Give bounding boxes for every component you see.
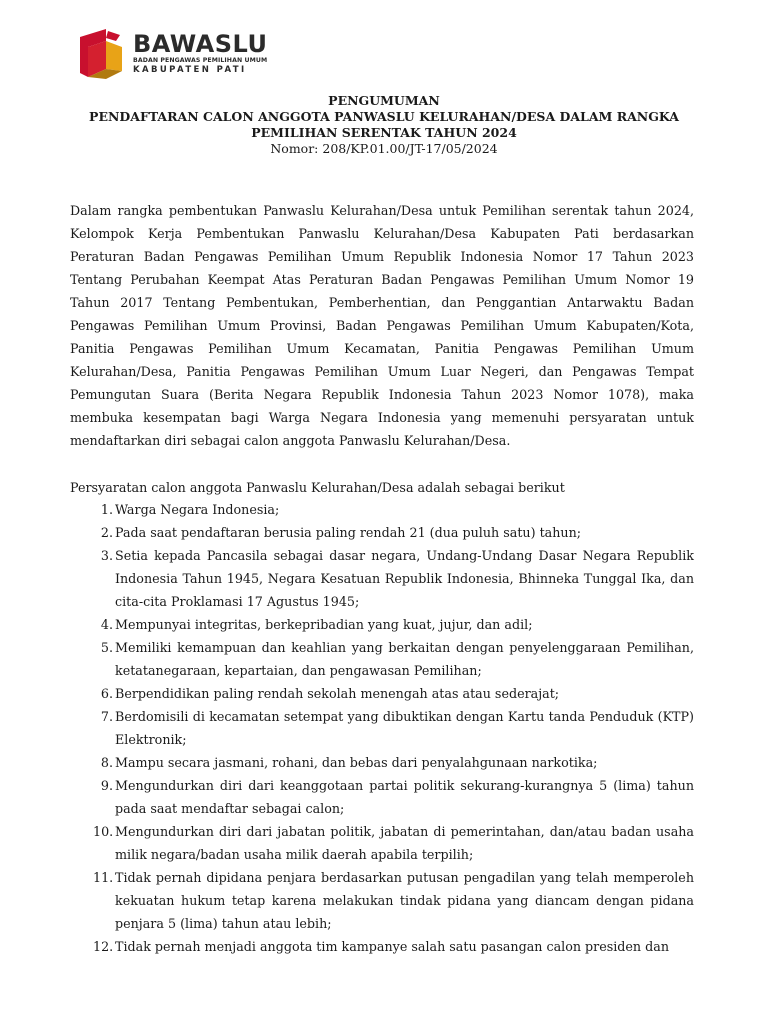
- requirements-list: [70, 498, 694, 958]
- requirement-text-line: Tidak pernah menjadi anggota tim kampanye salah satu pasangan calon presiden dan: [115, 939, 669, 954]
- requirement-text-line: Berpendidikan paling rendah sekolah menengah atas atau sederajat;: [115, 686, 560, 701]
- requirement-text-line: Mengundurkan diri dari keanggotaan partai politik sekurang-kurangnya 5 (lima) tahun: [115, 778, 694, 793]
- intro-paragraph: [70, 199, 694, 452]
- requirement-number: 9.: [100, 778, 113, 793]
- requirement-text-line: Memiliki kemampuan dan keahlian yang berkaitan dengan penyelenggaraan Pemilihan,: [115, 640, 694, 655]
- bawaslu-logo: [76, 27, 267, 79]
- paragraph-line: mendaftarkan diri sebagai calon anggota Panwaslu Kelurahan/Desa.: [70, 433, 511, 448]
- requirement-text-line: Mampu secara jasmani, rohani, dan bebas dari penyalahgunaan narkotika;: [115, 755, 598, 770]
- requirement-number: 12.: [93, 939, 114, 954]
- requirements-intro: Persyaratan calon anggota Panwaslu Kelurahan/Desa adalah sebagai berikut: [70, 480, 565, 495]
- requirement-text-line: Tidak pernah dipidana penjara berdasarkan putusan pengadilan yang telah memperoleh: [115, 870, 694, 885]
- requirement-item: [70, 820, 694, 866]
- requirement-number: 6.: [100, 686, 113, 701]
- bawaslu-emblem-icon: [76, 27, 126, 79]
- announcement-header: [70, 93, 698, 157]
- requirement-text-line: Setia kepada Pancasila sebagai dasar negara, Undang-Undang Dasar Negara Republik: [115, 548, 694, 563]
- requirement-item: [70, 705, 694, 751]
- announcement-title: PENGUMUMAN: [328, 93, 440, 108]
- requirement-item: [70, 498, 694, 521]
- requirement-number: 7.: [100, 709, 113, 724]
- announcement-number: Nomor: 208/KP.01.00/JT-17/05/2024: [270, 141, 498, 156]
- requirement-text-line: Pada saat pendaftaran berusia paling rendah 21 (dua puluh satu) tahun;: [115, 525, 582, 540]
- logo-subtitle: BADAN PENGAWAS PEMILIHAN UMUM: [133, 56, 268, 64]
- announcement-subject-line-2: PEMILIHAN SERENTAK TAHUN 2024: [251, 125, 517, 140]
- requirement-number: 11.: [93, 870, 114, 885]
- requirement-item: [70, 866, 694, 935]
- requirement-number: 2.: [100, 525, 113, 540]
- requirement-item: [70, 613, 694, 636]
- requirement-number: 8.: [100, 755, 113, 770]
- paragraph-line: Pemungutan Suara (Berita Negara Republik Indonesia Tahun 2023 Nomor 1078), maka: [70, 387, 694, 402]
- logo-region: KABUPATEN PATI: [133, 64, 247, 75]
- requirement-item: [70, 636, 694, 682]
- requirement-text-line: ketatanegaraan, kepartaian, dan pengawasan Pemilihan;: [115, 663, 482, 678]
- requirement-text-line: Warga Negara Indonesia;: [115, 502, 280, 517]
- requirement-item: [70, 682, 694, 705]
- requirement-item: [70, 544, 694, 613]
- requirement-text-line: Mempunyai integritas, berkepribadian yang kuat, jujur, dan adil;: [115, 617, 533, 632]
- announcement-subject-line-1: PENDAFTARAN CALON ANGGOTA PANWASLU KELURAHAN/DESA DALAM RANGKA: [89, 109, 679, 124]
- requirement-text-line: milik negara/badan usaha milik daerah apabila terpilih;: [115, 847, 474, 862]
- requirement-item: [70, 774, 694, 820]
- requirement-text-line: Berdomisili di kecamatan setempat yang dibuktikan dengan Kartu tanda Penduduk (KTP): [115, 709, 694, 724]
- requirement-number: 1.: [100, 502, 113, 517]
- paragraph-line: Peraturan Badan Pengawas Pemilihan Umum Republik Indonesia Nomor 17 Tahun 2023: [70, 249, 694, 264]
- requirement-text-line: Mengundurkan diri dari jabatan politik, jabatan di pemerintahan, dan/atau badan usaha: [115, 824, 694, 839]
- paragraph-line: Pengawas Pemilihan Umum Provinsi, Badan Pengawas Pemilihan Umum Kabupaten/Kota,: [70, 318, 694, 333]
- logo-brand: BAWASLU: [133, 29, 268, 58]
- paragraph-line: Kelompok Kerja Pembentukan Panwaslu Kelurahan/Desa Kabupaten Pati berdasarkan: [70, 226, 694, 241]
- logo-text: [133, 29, 268, 75]
- paragraph-line: Kelurahan/Desa, Panitia Pengawas Pemilihan Umum Luar Negeri, dan Pengawas Tempat: [70, 364, 694, 379]
- requirement-item: [70, 751, 694, 774]
- paragraph-line: Tahun 2017 Tentang Pembentukan, Pemberhentian, dan Penggantian Antarwaktu Badan: [70, 295, 694, 310]
- requirement-text-line: cita-cita Proklamasi 17 Agustus 1945;: [115, 594, 360, 609]
- requirement-number: 3.: [100, 548, 113, 563]
- paragraph-line: Dalam rangka pembentukan Panwaslu Kelurahan/Desa untuk Pemilihan serentak tahun 2024,: [70, 203, 694, 218]
- requirement-item: [70, 935, 694, 958]
- requirement-text-line: kekuatan hukum tetap karena melakukan tindak pidana yang diancam dengan pidana: [115, 893, 694, 908]
- requirement-number: 4.: [100, 617, 113, 632]
- paragraph-line: Panitia Pengawas Pemilihan Umum Kecamatan, Panitia Pengawas Pemilihan Umum: [70, 341, 694, 356]
- requirement-number: 10.: [93, 824, 114, 839]
- requirement-text-line: Elektronik;: [115, 732, 187, 747]
- paragraph-line: membuka kesempatan bagi Warga Negara Indonesia yang memenuhi persyaratan untuk: [70, 410, 694, 425]
- requirement-text-line: penjara 5 (lima) tahun atau lebih;: [115, 916, 332, 931]
- requirement-text-line: Indonesia Tahun 1945, Negara Kesatuan Republik Indonesia, Bhinneka Tunggal Ika, dan: [115, 571, 694, 586]
- requirement-number: 5.: [100, 640, 113, 655]
- requirement-item: [70, 521, 694, 544]
- paragraph-line: Tentang Perubahan Keempat Atas Peraturan Badan Pengawas Pemilihan Umum Nomor 19: [70, 272, 694, 287]
- requirement-text-line: pada saat mendaftar sebagai calon;: [115, 801, 345, 816]
